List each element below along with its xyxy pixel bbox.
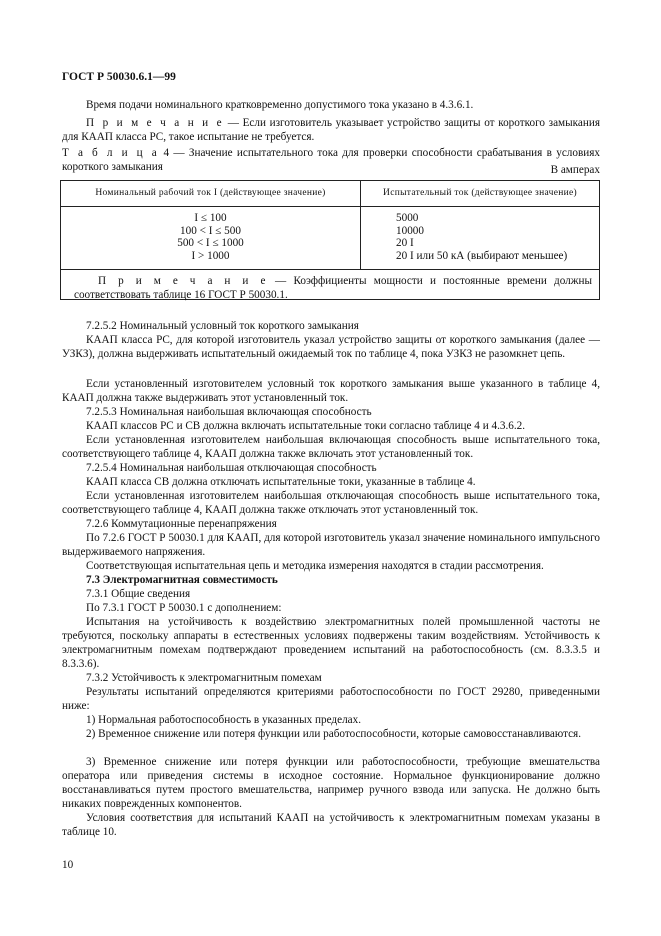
- table-caption-text: 4 — Значение испытательного тока для проверки способности срабатывания в условиях короткого замыкания: [62, 147, 600, 173]
- rated-current-column: [61, 212, 360, 262]
- section-heading: 7.3.1 Общие сведения: [86, 588, 191, 600]
- table-cell: I > 1000: [191, 249, 230, 262]
- paragraph: КААП класса PC, для которой изготовитель указал устройство защиты от короткого замыкания (далее — УЗКЗ), должна выдерживать испытательный ожидаемый ток по таблице 4, пока УЗКЗ не разомкнет цепь.: [62, 334, 600, 360]
- intro-paragraph: Время подачи номинального кратковременно допустимого тока указано в 4.3.6.1.: [86, 99, 474, 111]
- table-cell: 500 < I ≤ 1000: [177, 237, 244, 249]
- paragraph: Результаты испытаний определяются критериями работоспособности по ГОСТ 29280, приведенными ниже:: [62, 686, 600, 712]
- section-heading: 7.3.2 Устойчивость к электромагнитным помехам: [86, 672, 322, 684]
- note-label: П р и м е ч а н и е: [86, 117, 225, 129]
- table-cell: 100 < I ≤ 500: [180, 224, 241, 237]
- paragraph: По 7.3.1 ГОСТ Р 50030.1 с дополнением:: [86, 602, 282, 614]
- page-number: 10: [62, 859, 74, 871]
- test-current-table: [60, 180, 600, 300]
- table-cell: 10000: [396, 224, 424, 237]
- section-heading: 7.2.5.2 Номинальный условный ток короткого замыкания: [86, 320, 359, 332]
- document-header: ГОСТ Р 50030.6.1—99: [62, 71, 176, 83]
- paragraph: Если установленная изготовителем наибольшая отключающая способность выше испытательного тока, соответствующего таблице 4, КААП должна также отключать этот установленный ток.: [62, 490, 600, 516]
- paragraph: КААП класса CB должна отключать испытательные токи, указанные в таблице 4.: [86, 476, 476, 488]
- section-heading: 7.2.6 Коммутационные перенапряжения: [86, 518, 277, 530]
- note-text: — Если изготовитель указывает устройство защиты от короткого замыкания для КААП класса PC, такое испытание не требуется.: [62, 117, 600, 143]
- table-note-text: — Коэффициенты мощности и постоянные времени должны соответствовать таблице 16 ГОСТ Р 50030.1.: [74, 275, 592, 301]
- paragraph: Если установленная изготовителем наибольшая включающая способность выше испытательного тока, соответствующего таблице 4, КААП должна также включать этот установленный ток.: [62, 434, 600, 460]
- paragraph: По 7.2.6 ГОСТ Р 50030.1 для КААП, для которой изготовитель указал значение номинального импульсного выдерживаемого напряжения.: [62, 532, 600, 558]
- table-header-rated-current: Номинальный рабочий ток I (действующее значение): [95, 188, 326, 198]
- section-heading: 7.2.5.3 Номинальная наибольшая включающая способность: [86, 406, 372, 418]
- table-header-test-current: Испытательный ток (действующее значение): [383, 188, 577, 198]
- list-item: 3) Временное снижение или потеря функции или работоспособности, требующие вмешательства оператора или приведения системы в исходное состояние. Нормальное функционирование должно восстанавливаться путем простого вмешательства, например ручного взвода или запуска. Не должно быть никаких поврежденных компонентов.: [62, 756, 600, 810]
- section-heading: 7.2.5.4 Номинальная наибольшая отключающая способность: [86, 462, 377, 474]
- table-caption: [62, 146, 600, 174]
- note-before-table: [62, 116, 600, 144]
- table-caption-label: Т а б л и ц а: [62, 147, 160, 159]
- table-cell: 5000: [396, 212, 419, 224]
- paragraph: Испытания на устойчивость к воздействию электромагнитных полей промышленной частоты не требуются, поскольку аппараты в естественных условиях подвержены таким воздействиям. Устойчивость к электромагнитным помехам подтверждают проведением испытаний на работоспособность (см. 8.3.3.5 и 8.3.3.6).: [62, 616, 600, 670]
- table-cell: 20 I или 50 кА (выбирают меньшее): [396, 249, 568, 262]
- table-cell: 20 I: [396, 237, 414, 249]
- table-note-label: П р и м е ч а н и е: [98, 275, 268, 287]
- test-current-column: [396, 212, 567, 262]
- list-item: 2) Временное снижение или потеря функции или работоспособности, которые самовосстанавливаются.: [86, 728, 581, 740]
- table-units: В амперах: [550, 164, 600, 176]
- paragraph: Условия соответствия для испытаний КААП на устойчивость к электромагнитным помехам указаны в таблице 10.: [62, 812, 600, 838]
- table-cell: I ≤ 100: [194, 212, 227, 224]
- section-heading-bold: 7.3 Электромагнитная совместимость: [86, 574, 278, 586]
- list-item: 1) Нормальная работоспособность в указанных пределах.: [86, 714, 362, 726]
- table-note: [74, 274, 592, 302]
- paragraph: Соответствующая испытательная цепь и методика измерения находятся в стадии рассмотрения.: [86, 560, 544, 572]
- paragraph: Если установленный изготовителем условный ток короткого замыкания выше указанного в таблице 4, КААП должна также выдерживать этот установленный ток.: [62, 378, 600, 404]
- paragraph: КААП классов PC и CB должна включать испытательные токи согласно таблице 4 и 4.3.6.2.: [86, 420, 526, 432]
